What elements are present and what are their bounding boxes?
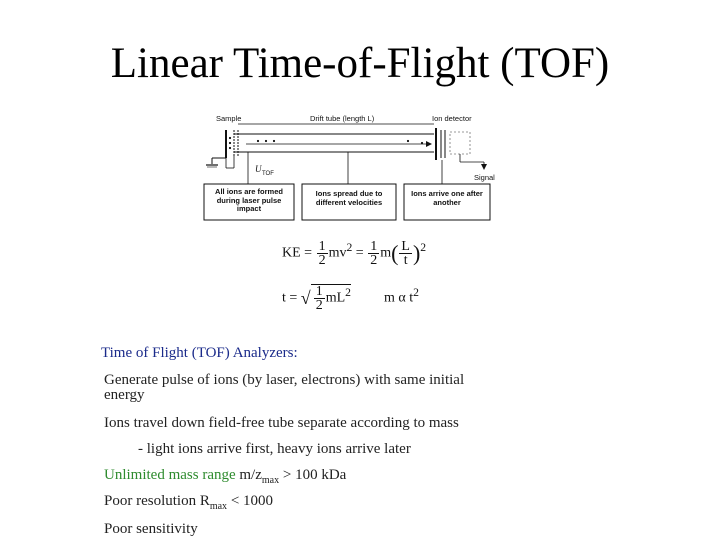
ion-dot [229, 147, 231, 149]
ion-dot [273, 140, 275, 142]
ion-dot [407, 140, 409, 142]
ke-m: m [380, 245, 392, 261]
arrow-head [481, 164, 487, 170]
frac-num: 1 [315, 284, 323, 299]
notes-header: Time of Flight (TOF) Analyzers: [101, 345, 298, 361]
frac-num: L [401, 239, 410, 254]
fraction [368, 240, 379, 267]
sample-label: Sample [216, 114, 242, 123]
stage-box-2-text: Ions spread due to different velocities [315, 190, 383, 207]
bullet-2: Ions travel down field-free tube separate according to mass [104, 415, 459, 431]
exponent: 2 [345, 286, 351, 300]
equals: = [355, 245, 364, 261]
ion-dot [229, 137, 231, 139]
exponent: 2 [413, 286, 419, 300]
fraction [317, 240, 328, 267]
ion-dot [257, 140, 259, 142]
bullet-1-cont: energy [104, 387, 145, 403]
bullet-5-sub: max [209, 501, 228, 512]
frac-den: 2 [318, 253, 326, 268]
detector-label: Ion detector [432, 114, 472, 123]
drift-tube-label: Drift tube (length L) [310, 114, 375, 123]
fraction [399, 240, 412, 267]
tof-diagram [198, 108, 510, 224]
bullet-4-text: m/z [239, 467, 262, 483]
exponent: 2 [346, 241, 353, 255]
ke-mv: mv [328, 245, 347, 261]
bullet-4 [104, 466, 346, 490]
ke-lhs: KE = [282, 245, 313, 261]
stage-box-1-text: All ions are formed during laser pulse impact [215, 188, 283, 213]
frac-num: 1 [318, 239, 326, 254]
time-equation: t = √ $\frac{1}{2}$ $mL^2$ m α $t^2$ [282, 284, 419, 313]
bullet-5-tail: < 1000 [230, 493, 274, 509]
frac-den: t [403, 253, 408, 268]
bullet-5-text: Poor resolution R [104, 493, 210, 509]
bullet-4-sub: max [261, 475, 280, 486]
bullet-3: - light ions arrive first, heavy ions arrive later [138, 441, 411, 457]
t-lhs: t = [282, 290, 298, 306]
ion-dot [229, 142, 231, 144]
frac-den: 2 [370, 253, 378, 268]
ion-dot [265, 140, 267, 142]
exponent: 2 [420, 241, 427, 255]
stage-box-3-text: Ions arrive one after another [411, 190, 483, 207]
t-ml: mL [325, 290, 346, 306]
slide-title: Linear Time-of-Flight (TOF) [110, 40, 610, 87]
detector-housing [450, 132, 470, 154]
bullet-4-highlight: Unlimited mass range [104, 467, 236, 483]
bullet-4-tail: > 100 kDa [282, 467, 347, 483]
bullet-5 [104, 492, 273, 516]
kinetic-energy-equation: KE = $\frac{1}{2}$ $mv^2$ = $\frac{1}{2}$ m( $\frac{L}{t}$ )$^2$ [282, 239, 427, 268]
bullet-1: Generate pulse of ions (by laser, electrons) with same initial [104, 372, 465, 388]
proportional-expression: m α t [383, 290, 414, 306]
fraction [314, 285, 325, 312]
bullet-6: Poor sensitivity [104, 521, 198, 537]
signal-label: Signal [474, 173, 495, 182]
frac-num: 1 [370, 239, 378, 254]
arrow-head [426, 141, 432, 147]
voltage-label: U [255, 164, 262, 174]
voltage-sub: TOF [262, 171, 274, 177]
frac-den: 2 [315, 298, 323, 313]
